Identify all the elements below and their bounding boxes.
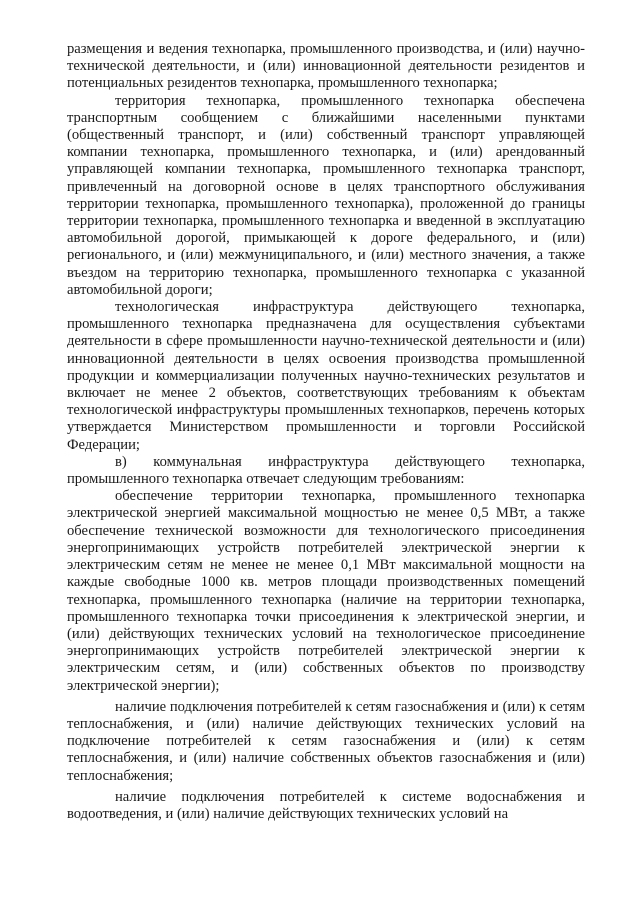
document-body xyxy=(67,41,585,823)
paragraph: территория технопарка, промышленного технопарка обеспечена транспортным сообщением с ближайшими населенными пунктами (общественный транспорт, и (или) собственный транспорт управляющей компании технопарка, промышленного технопарка, и (или) арендованный управляющей компании технопарка, промышленного технопарка транспорт, привлеченный на договорной основе в целях транспортного обслуживания территории технопарка, промышленного технопарка), проложенной до границы территории технопарка, промышленного технопарка и введенной в эксплуатацию автомобильной дорогой, примыкающей к дороге федерального, и (или) регионального, и (или) межмуниципального, и (или) местного значения, а также въездом на территорию технопарка, промышленного технопарка с указанной автомобильной дороги; xyxy=(67,92,585,298)
paragraph: в) коммунальная инфраструктура действующего технопарка, промышленного технопарка отвечает следующим требованиям: xyxy=(67,453,585,488)
paragraph: обеспечение территории технопарка, промышленного технопарка электрической энергией максимальной мощностью не менее 0,5 МВт, а также обеспечение технической возможности для технологического присоединения энергопринимающих устройств потребителей электрической энергии к электрическим сетям не менее не менее 0,1 МВт максимальной мощности на каждые свободные 1000 кв. метров площади производственных помещений технопарка, промышленного технопарка (наличие на территории технопарка, промышленного технопарка точки присоединения к электрической энергии, и (или) действующих технических условий на технологическое присоединение энергопринимающих устройств потребителей электрической энергии к электрическим сетям, и (или) собственных объектов по производству электрической энергии); xyxy=(67,488,585,694)
paragraph: размещения и ведения технопарка, промышленного производства, и (или) научно-технической деятельности, и (или) инновационной деятельности резидентов и потенциальных резидентов технопарка, промышленного технопарка; xyxy=(67,41,585,92)
paragraph: наличие подключения потребителей к системе водоснабжения и водоотведения, и (или) наличие действующих технических условий на xyxy=(67,788,585,822)
paragraph: наличие подключения потребителей к сетям газоснабжения и (или) к сетям теплоснабжения, и (или) наличие действующих технических условий на подключение потребителей к сетям газоснабжения и (или) к сетям теплоснабжения, и (или) наличие собственных объектов газоснабжения и (или) теплоснабжения; xyxy=(67,698,585,784)
paragraph: технологическая инфраструктура действующего технопарка, промышленного технопарка предназначена для осуществления субъектами деятельности в сфере промышленности научно-технической деятельности и (или) инновационной деятельности в целях освоения производства промышленной продукции и коммерциализации полученных научно-технических результатов и включает не менее 2 объектов, соответствующих требованиям к объектам технологической инфраструктуры промышленных технопарков, перечень которых утверждается Министерством промышленности и торговли Российской Федерации; xyxy=(67,299,585,453)
